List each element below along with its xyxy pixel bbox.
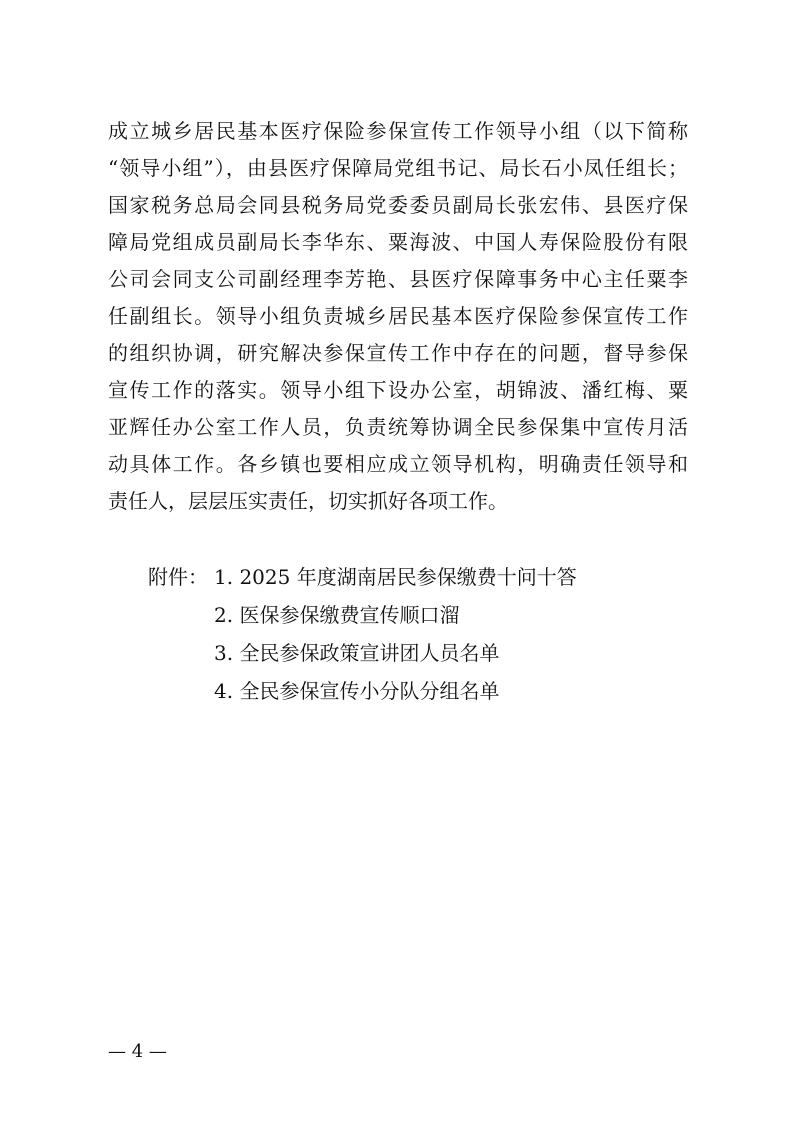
paragraph-line: 公司会同支公司副经理李芳艳、县医疗保障事务中心主任粟李: [108, 267, 688, 291]
paragraph-line: 障局党组成员副局长李华东、粟海波、中国人寿保险股份有限: [108, 230, 688, 254]
attachments-list: [148, 558, 708, 710]
attachment-title: 4. 全民参保宣传小分队分组名单: [214, 679, 500, 703]
attachment-item: [148, 672, 708, 710]
page-number: — 4 —: [108, 1041, 167, 1062]
body-paragraph: [108, 113, 688, 520]
paragraph-line: 的组织协调，研究解决参保宣传工作中存在的问题，督导参保: [108, 341, 688, 365]
attachment-item: [148, 634, 708, 672]
attachment-title: 1. 2025 年度湖南居民参保缴费十问十答: [214, 565, 577, 589]
attachments-label: 附件：: [148, 565, 208, 589]
paragraph-line: 成立城乡居民基本医疗保险参保宣传工作领导小组（以下简称: [108, 119, 688, 143]
paragraph-line: 责任人，层层压实责任，切实抓好各项工作。: [108, 489, 508, 513]
attachment-title: 2. 医保参保缴费宣传顺口溜: [214, 603, 460, 627]
paragraph-line: 国家税务总局会同县税务局党委委员副局长张宏伟、县医疗保: [108, 193, 688, 217]
attachment-item: [148, 596, 708, 634]
paragraph-line: 动具体工作。各乡镇也要相应成立领导机构，明确责任领导和: [108, 452, 688, 476]
attachment-item: [148, 558, 708, 596]
paragraph-line: 亚辉任办公室工作人员，负责统筹协调全民参保集中宣传月活: [108, 415, 688, 439]
paragraph-line: 宣传工作的落实。领导小组下设办公室，胡锦波、潘红梅、粟: [108, 378, 688, 402]
paragraph-line: “领导小组”），由县医疗保障局党组书记、局长石小凤任组长；: [108, 156, 688, 180]
paragraph-line: 任副组长。领导小组负责城乡居民基本医疗保险参保宣传工作: [108, 304, 688, 328]
attachment-title: 3. 全民参保政策宣讲团人员名单: [214, 641, 500, 665]
